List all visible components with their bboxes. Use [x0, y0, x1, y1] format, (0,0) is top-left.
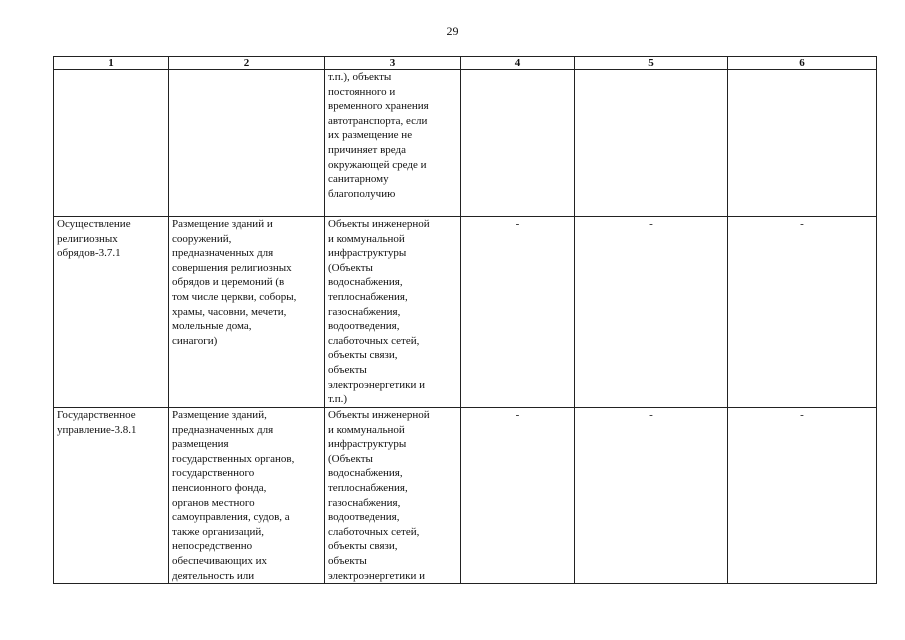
table-cell [169, 70, 325, 217]
table-cell [54, 408, 169, 584]
cell-text: Размещение зданий и сооружений, предназначенных для совершения религиозных обрядов и церемоний (в том числе церкви, соборы, храмы, часовни, мечети, молельные дома, синагоги) [172, 218, 297, 347]
table-cell [169, 408, 325, 584]
cell-text: - [649, 409, 653, 421]
table-cell [461, 217, 575, 408]
table-cell [575, 70, 728, 217]
table-cell [461, 408, 575, 584]
table-row [54, 70, 877, 217]
column-header-5: 5 [575, 57, 728, 70]
table-header-row [54, 57, 877, 70]
cell-text: - [515, 218, 520, 230]
table-cell [325, 70, 461, 217]
table-cell [54, 217, 169, 408]
table-cell [728, 408, 877, 584]
column-header-3: 3 [325, 57, 461, 70]
table-cell [461, 70, 575, 217]
cell-text: - [800, 409, 804, 421]
cell-text: - [649, 218, 653, 230]
cell-text: Размещение зданий, предназначенных для размещения государственных органов, государственного пенсионного фонда, органов местного самоуправления, судов, а также организаций, непосредственно обеспечивающих их деятельность или [172, 409, 295, 582]
cell-text: Объекты инженерной и коммунальной инфраструктуры (Объекты водоснабжения, теплоснабжения, газоснабжения, водоотведения, слаботочных сетей, объекты связи, объекты электроэнергетики и [328, 409, 430, 582]
column-header-6: 6 [728, 57, 877, 70]
table-row [54, 408, 877, 584]
land-use-table [53, 56, 877, 584]
column-header-2: 2 [169, 57, 325, 70]
cell-text: Государственное управление-3.8.1 [57, 409, 137, 436]
column-header-1: 1 [54, 57, 169, 70]
table-cell [728, 70, 877, 217]
cell-text: Осуществление религиозных обрядов-3.7.1 [57, 218, 131, 260]
table-cell [575, 408, 728, 584]
cell-text: т.п.), объекты постоянного и временного хранения автотранспорта, если их размещение не причиняет вреда окружающей среде и санитарному благополучию [328, 71, 429, 200]
table-cell [169, 217, 325, 408]
table-row [54, 217, 877, 408]
column-header-4: 4 [461, 57, 575, 70]
cell-text: - [515, 409, 520, 421]
cell-text: Объекты инженерной и коммунальной инфраструктуры (Объекты водоснабжения, теплоснабжения, газоснабжения, водоотведения, слаботочных сетей, объекты связи, объекты электроэнергетики и т.п.) [328, 218, 430, 406]
table-cell [325, 408, 461, 584]
cell-text: - [800, 218, 804, 230]
page-number: 29 [446, 24, 459, 38]
table-cell [575, 217, 728, 408]
table-cell [325, 217, 461, 408]
table-cell [728, 217, 877, 408]
table-cell [54, 70, 169, 217]
